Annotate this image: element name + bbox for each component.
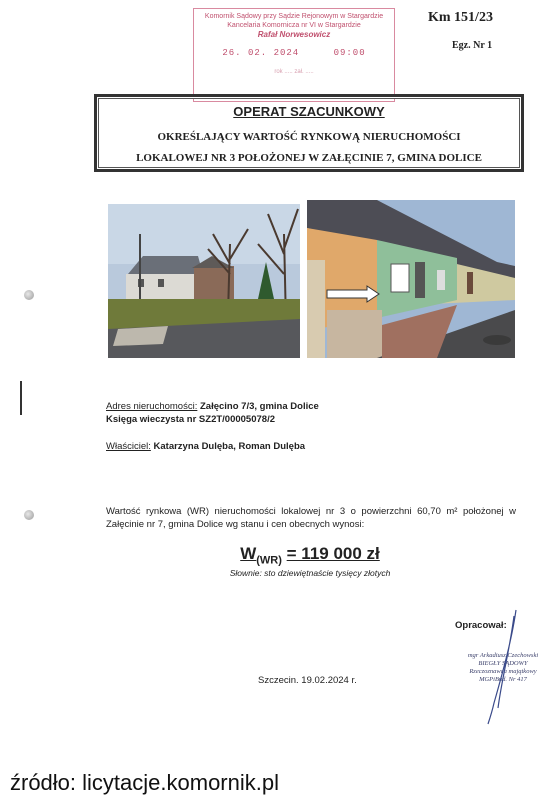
owner-value: Katarzyna Dulęba, Roman Dulęba xyxy=(153,441,306,452)
owner-label: Właściciel: xyxy=(106,441,151,452)
valuation-symbol xyxy=(240,544,282,567)
owner-line xyxy=(106,440,305,453)
valuation-letter: W xyxy=(240,544,257,563)
stamp-line-2: Kancelaria Komornicza nr VI w Stargardzie xyxy=(227,22,361,29)
appraiser-role: Rzeczoznawca majątkowy xyxy=(469,668,537,675)
property-photo-facade xyxy=(307,200,515,358)
stamp-faint-line: rok ..... zał. ..... xyxy=(274,69,314,75)
document-title: OPERAT SZACUNKOWY xyxy=(233,104,385,119)
punch-hole-mark xyxy=(24,290,34,300)
stamp-name: Rafał Norwesowicz xyxy=(257,30,331,39)
document-subtitle-2: LOKALOWEJ NR 3 POŁOŻONEJ W ZAŁĘCINIE 7, GMINA DOLICE xyxy=(136,152,482,164)
source-caption: źródło: licytacje.komornik.pl xyxy=(10,770,279,795)
punch-hole-mark xyxy=(24,510,34,520)
signature-scribble-icon xyxy=(464,608,534,728)
stamp-line-1: Komornik Sądowy przy Sądzie Rejonowym w Stargardzie xyxy=(204,13,384,20)
case-number: Km 151/23 xyxy=(428,10,493,25)
valuation-amount xyxy=(0,544,560,566)
valuation-in-words: Słownie: sto dziewiętnaście tysięcy złotych xyxy=(229,568,391,578)
land-register-number: Księga wieczysta nr SZ2T/00005078/2 xyxy=(106,414,275,425)
valuation-paragraph: Wartość rynkowa (WR) nieruchomości lokalowej nr 3 o powierzchni 60,70 m² położonej w Załęcinie nr 7, gmina Dolice wg stanu i cen obecnych wynosi: xyxy=(106,506,516,530)
stamp-date-row xyxy=(194,49,394,58)
stamp-time: 09:00 xyxy=(333,48,366,58)
copy-number: Egz. Nr 1 xyxy=(452,40,493,51)
document-subtitle-1: OKREŚLAJĄCY WARTOŚĆ RYNKOWĄ NIERUCHOMOŚCI xyxy=(157,131,461,143)
registry-stamp xyxy=(193,8,395,102)
valuation-subscript: (WR) xyxy=(256,554,282,567)
appraiser-license: MGPiBud. Nr 417 xyxy=(479,676,527,683)
prepared-by-label: Opracował: xyxy=(455,620,507,631)
address-label: Adres nieruchomości: xyxy=(106,401,198,412)
place-and-date: Szczecin. 19.02.2024 r. xyxy=(258,675,357,686)
stamp-date: 26. 02. 2024 xyxy=(222,48,300,58)
title-box xyxy=(94,94,524,172)
appraiser-stamp xyxy=(448,652,558,684)
address-line xyxy=(106,400,319,413)
margin-line xyxy=(20,381,22,415)
appraiser-title: BIEGŁY SĄDOWY xyxy=(478,660,528,667)
valuation-value: = 119 000 zł xyxy=(286,544,380,563)
address-value: Załęcino 7/3, gmina Dolice xyxy=(200,401,319,412)
appraiser-name: mgr Arkadiusz Czechowski xyxy=(467,652,539,659)
property-photo-street xyxy=(108,204,300,358)
